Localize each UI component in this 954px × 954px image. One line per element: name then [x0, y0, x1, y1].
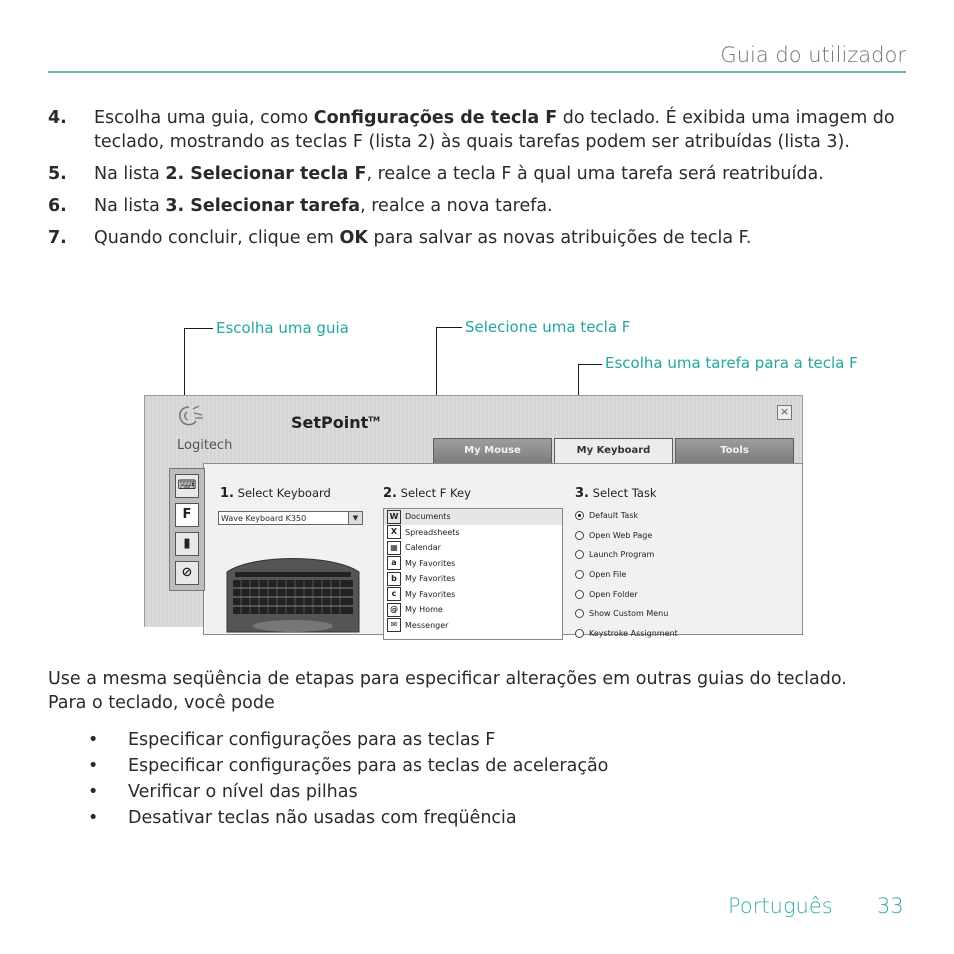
fkey-app-icon: X: [387, 525, 401, 539]
task-label: Default Task: [589, 511, 639, 521]
step-item: [48, 194, 908, 218]
task-radio[interactable]: [575, 545, 678, 565]
task-label: Keystroke Assignment: [589, 628, 678, 638]
task-label: Show Custom Menu: [589, 609, 669, 619]
radio-button[interactable]: [575, 511, 584, 520]
setpoint-title: SetPoint™: [291, 413, 381, 432]
bullet-text: Especificar configurações para as teclas F: [128, 730, 496, 750]
bullet-list: [88, 727, 608, 831]
logitech-wordmark: Logitech: [177, 438, 233, 453]
fkey-list-item[interactable]: [384, 540, 562, 556]
header-title: Guia do utilizador: [720, 43, 906, 67]
fkey-label: Calendar: [405, 543, 441, 553]
fkey-app-icon: @: [387, 603, 401, 617]
fkey-list-item[interactable]: [384, 618, 562, 634]
page-number: 33: [877, 894, 904, 918]
bullet-dot: •: [88, 730, 99, 750]
radio-button[interactable]: [575, 609, 584, 618]
bullet-text: Especificar configurações para as teclas de aceleração: [128, 756, 609, 776]
bullet-dot: •: [88, 756, 99, 776]
fkey-list-item[interactable]: [384, 556, 562, 572]
task-label: Open File: [589, 570, 627, 580]
step-text-part: para salvar as novas atribuições de tecla F.: [367, 228, 752, 248]
bullet-dot: •: [88, 782, 99, 802]
callout-select-fkey: Selecione uma tecla F: [465, 318, 631, 336]
callout-choose-task: Escolha uma tarefa para a tecla F: [605, 354, 858, 372]
close-button[interactable]: ×: [777, 405, 792, 420]
tab-tools[interactable]: Tools: [675, 438, 794, 464]
callout-line: [436, 327, 462, 328]
step-text: [94, 106, 908, 154]
task-radio-group: [575, 506, 678, 643]
bullet-item: [88, 727, 608, 753]
keyboard-image: [223, 542, 363, 632]
fkey-label: Messenger: [405, 620, 449, 630]
setpoint-screenshot: [144, 395, 803, 638]
fkey-label: My Favorites: [405, 589, 456, 599]
keyboard-side-tabs: [169, 468, 205, 591]
fkey-label: My Home: [405, 605, 443, 615]
fkey-label: My Favorites: [405, 558, 456, 568]
step-emphasis: OK: [339, 228, 368, 248]
task-radio[interactable]: [575, 604, 678, 624]
fkey-list-item[interactable]: [384, 509, 562, 525]
task-radio[interactable]: [575, 526, 678, 546]
fkey-list-item[interactable]: [384, 571, 562, 587]
tab-my-keyboard[interactable]: My Keyboard: [554, 438, 673, 464]
task-radio[interactable]: [575, 584, 678, 604]
radio-button[interactable]: [575, 570, 584, 579]
bullet-dot: •: [88, 808, 99, 828]
step-text-part: Escolha uma guia, como: [94, 108, 314, 128]
fkey-list-item[interactable]: [384, 525, 562, 541]
body-paragraph: Use a mesma seqüência de etapas para especificar alterações em outras guias do teclado. Para o teclado, você pode: [48, 669, 847, 713]
keyboard-select[interactable]: Wave Keyboard K350 ▼: [218, 511, 363, 525]
tab-my-mouse[interactable]: My Mouse: [433, 438, 552, 464]
logitech-logo-icon: [175, 404, 205, 434]
header-rule: [48, 71, 906, 73]
radio-button[interactable]: [575, 550, 584, 559]
fkey-app-icon: b: [387, 572, 401, 586]
callout-line: [578, 364, 602, 365]
section-select-fkey: 2. Select F Key: [383, 486, 471, 501]
radio-button[interactable]: [575, 531, 584, 540]
task-label: Open Folder: [589, 589, 638, 599]
keyboard-icon[interactable]: ⌨: [175, 474, 199, 498]
step-emphasis: 3. Selecionar tarefa: [165, 196, 361, 216]
step-number: 5.: [48, 164, 67, 184]
bullet-text: Verificar o nível das pilhas: [128, 782, 358, 802]
tab-bar: [433, 438, 796, 464]
fkey-list-item[interactable]: [384, 602, 562, 618]
fkey-list[interactable]: [383, 508, 563, 640]
fkey-icon[interactable]: F: [175, 503, 199, 527]
callout-choose-tab: Escolha uma guia: [216, 319, 349, 337]
step-item: [48, 162, 908, 186]
step-text-part: Na lista: [94, 196, 166, 216]
step-item: [48, 226, 908, 250]
section-select-keyboard: 1. Select Keyboard: [220, 486, 331, 501]
section-select-task: 3. Select Task: [575, 486, 657, 501]
radio-button[interactable]: [575, 629, 584, 638]
fkey-label: Documents: [405, 512, 451, 522]
step-text: [94, 194, 553, 218]
step-emphasis: Configurações de tecla F: [313, 108, 558, 128]
bullet-item: [88, 753, 608, 779]
callout-line: [184, 328, 213, 329]
fkey-app-icon: W: [387, 510, 401, 524]
bullet-text: Desativar teclas não usadas com freqüência: [128, 808, 517, 828]
step-text-part: Quando concluir, clique em: [94, 228, 340, 248]
bullet-item: [88, 805, 608, 831]
step-emphasis: 2. Selecionar tecla F: [165, 164, 367, 184]
task-label: Open Web Page: [589, 530, 653, 540]
bullet-item: [88, 779, 608, 805]
fkey-app-icon: ▦: [387, 541, 401, 555]
step-text-part: Na lista: [94, 164, 166, 184]
fkey-app-icon: c: [387, 587, 401, 601]
step-text-part: do teclado. É exibida uma imagem do teclado, mostrando as teclas F (lista 2) às quais tarefas podem ser atribuídas (lista 3).: [94, 108, 895, 152]
fkey-label: Spreadsheets: [405, 527, 460, 537]
disable-keys-icon[interactable]: ⊘: [175, 561, 199, 585]
steps-list: [48, 106, 908, 258]
footer-language: Português: [728, 894, 833, 918]
task-radio[interactable]: [575, 565, 678, 585]
fkey-list-item[interactable]: [384, 587, 562, 603]
step-number: 6.: [48, 196, 67, 216]
step-text-part: , realce a nova tarefa.: [360, 196, 553, 216]
task-radio[interactable]: [575, 624, 678, 644]
radio-button[interactable]: [575, 590, 584, 599]
step-item: [48, 106, 908, 154]
step-text-part: , realce a tecla F à qual uma tarefa será reatribuída.: [366, 164, 824, 184]
task-radio[interactable]: [575, 506, 678, 526]
step-text: [94, 226, 751, 250]
fkey-label: My Favorites: [405, 574, 456, 584]
fkey-app-icon: a: [387, 556, 401, 570]
task-label: Launch Program: [589, 550, 655, 560]
battery-icon[interactable]: ▮: [175, 532, 199, 556]
step-number: 4.: [48, 108, 67, 128]
step-number: 7.: [48, 228, 67, 248]
chevron-down-icon[interactable]: ▼: [348, 512, 362, 524]
step-text: [94, 162, 824, 186]
fkey-app-icon: ✉: [387, 618, 401, 632]
